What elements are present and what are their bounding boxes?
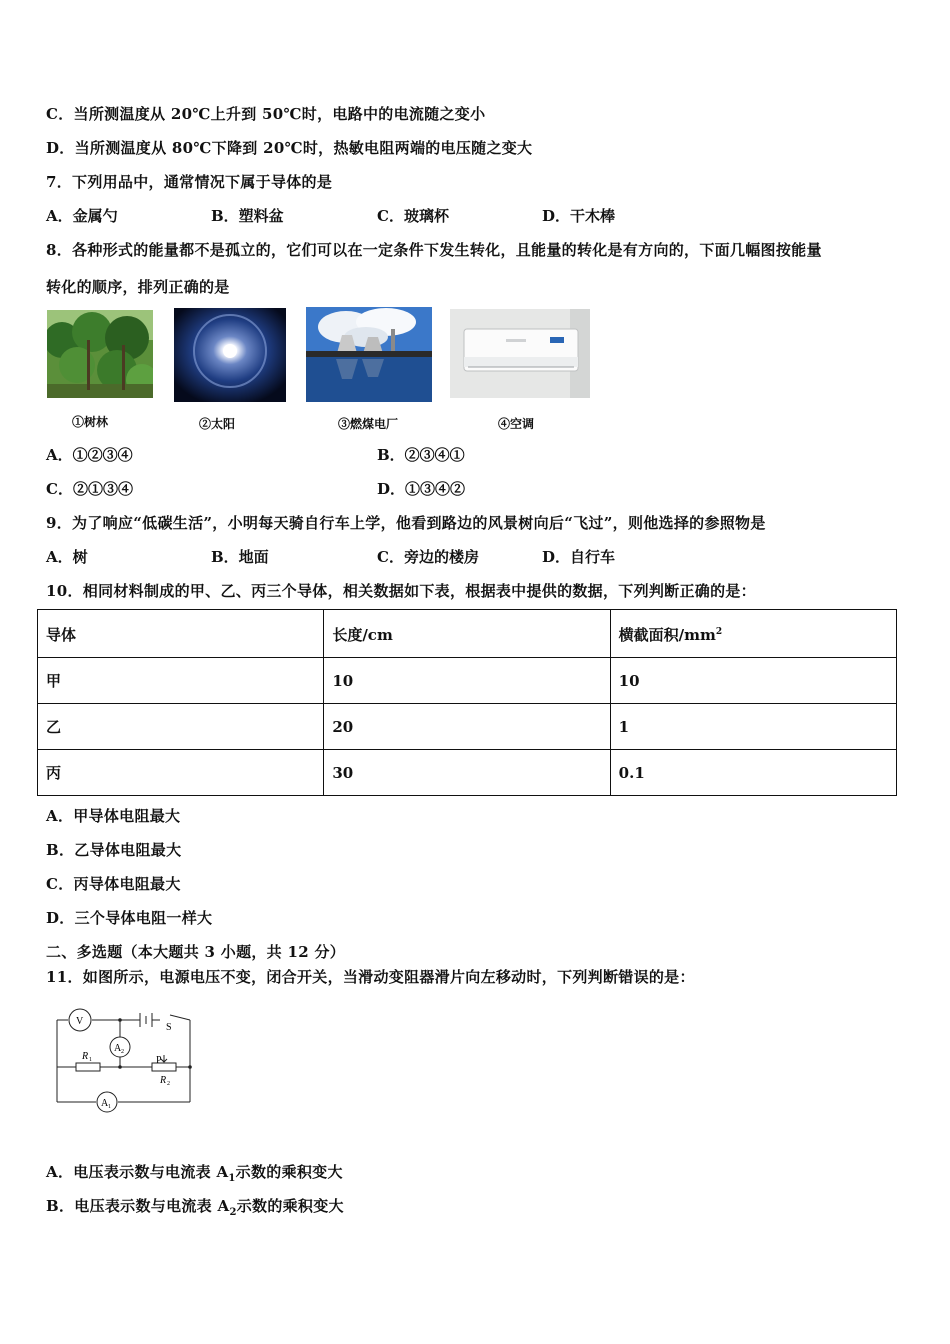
header-conductor: 导体: [38, 610, 324, 658]
air-conditioner-caption: ④空调: [498, 417, 535, 431]
q10-option-b: B．乙导体电阻最大: [46, 841, 182, 859]
forest-caption: ①树林: [72, 415, 109, 429]
q11-option-b: B．电压表示数与电流表 $A_2$示数的乘积变大: [46, 1197, 344, 1218]
table-cell: 1: [610, 704, 896, 750]
q8-stem-line2: 转化的顺序，排列正确的是: [46, 278, 230, 296]
table-cell: 甲: [38, 658, 324, 704]
q9-stem: 9．为了响应“低碳生活”，小明每天骑自行车上学，他看到路边的风景树向后“飞过”，则他选择的参照物是: [46, 514, 766, 532]
header-cross-section: 横截面积$/mm^2$: [610, 610, 896, 658]
q10-option-c: C．丙导体电阻最大: [46, 875, 181, 893]
q10-option-d: D．三个导体电阻一样大: [46, 909, 213, 927]
q8-stem-line1: 8．各种形式的能量都不是孤立的，它们可以在一定条件下发生转化，且能量的转化是有方向的，下面几幅图按能量: [46, 241, 822, 259]
ammeter1-label: A: [101, 1098, 109, 1109]
q8-option-a: A．①②③④: [46, 446, 133, 464]
sun-caption: ②太阳: [199, 417, 236, 431]
table-row: [38, 658, 897, 704]
table-header-row: [38, 610, 897, 658]
q7-option-d: D．干木棒: [542, 207, 616, 225]
table-cell: 30: [324, 750, 610, 796]
table-cell: 20: [324, 704, 610, 750]
sun-image: [174, 308, 286, 402]
q9-option-d: D．自行车: [542, 548, 616, 566]
table-cell: 10: [610, 658, 896, 704]
q10-option-a: A．甲导体电阻最大: [46, 807, 181, 825]
q7-stem: 7．下列用品中，通常情况下属于导体的是: [46, 173, 333, 191]
table-cell: 0.1: [610, 750, 896, 796]
q6-option-d: D．当所测温度从 80℃下降到 20℃时，热敏电阻两端的电压随之变大: [46, 139, 533, 157]
q8-option-c: C．②①③④: [46, 480, 133, 498]
r1-label: R: [82, 1051, 89, 1062]
r2-sub: 2: [167, 1081, 170, 1087]
q6-option-c: C．当所测温度从 20℃上升到 50℃时，电路中的电流随之变小: [46, 105, 486, 123]
q7-option-c: C．玻璃杯: [377, 207, 449, 225]
air-conditioner-image: [450, 309, 590, 398]
ammeter1-sub: 1: [108, 1104, 111, 1110]
switch-label: S: [166, 1022, 172, 1033]
power-plant-caption: ③燃煤电厂: [338, 417, 399, 431]
r2-label: R: [160, 1075, 167, 1086]
slider-label: P: [156, 1055, 162, 1066]
ammeter2-sub: 2: [121, 1049, 124, 1055]
conductor-table: [37, 609, 897, 796]
q7-option-a: A．金属勺: [46, 207, 118, 225]
ammeter2-label: A: [114, 1043, 122, 1054]
table-cell: 丙: [38, 750, 324, 796]
q9-option-a: A．树: [46, 548, 88, 566]
table-row: [38, 704, 897, 750]
table-row: [38, 750, 897, 796]
r1-sub: 1: [89, 1057, 92, 1063]
q11-option-a: A．电压表示数与电流表 $A_1$示数的乘积变大: [46, 1163, 343, 1184]
header-length: 长度/cm: [324, 610, 610, 658]
q11-stem: 11．如图所示，电源电压不变，闭合开关，当滑动变阻器滑片向左移动时，下列判断错误的是：: [46, 968, 695, 986]
q7-option-b: B．塑料盆: [211, 207, 284, 225]
forest-image: [47, 310, 153, 398]
q10-stem: 10．相同材料制成的甲、乙、丙三个导体，相关数据如下表，根据表中提供的数据，下列判断正确的是：: [46, 582, 756, 600]
table-cell: 乙: [38, 704, 324, 750]
q9-option-b: B．地面: [211, 548, 269, 566]
section-title: 二、多选题（本大题共 3 小题，共 12 分）: [46, 943, 346, 961]
voltmeter-label: V: [76, 1016, 84, 1027]
q8-option-d: D．①③④②: [377, 480, 466, 498]
circuit-diagram: [52, 1005, 202, 1117]
q8-option-b: B．②③④①: [377, 446, 465, 464]
q9-option-c: C．旁边的楼房: [377, 548, 479, 566]
table-cell: 10: [324, 658, 610, 704]
power-plant-image: [306, 307, 432, 402]
